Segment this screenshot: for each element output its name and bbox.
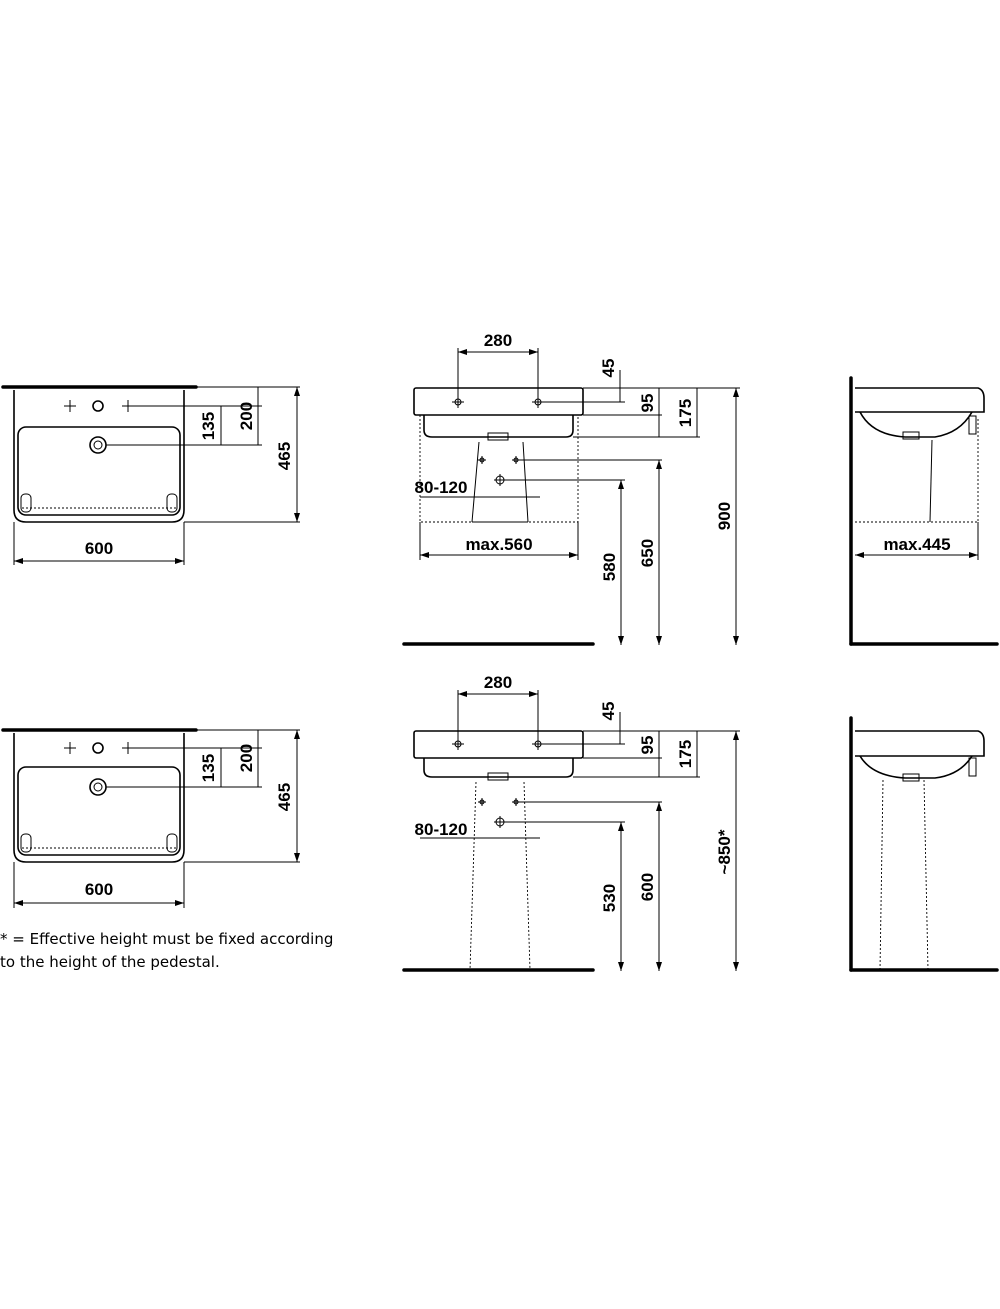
dim-tap-spacing-top: 280: [483, 331, 513, 350]
dim-580: 580: [600, 552, 619, 582]
dim-600-height: 600: [638, 872, 657, 902]
dim-95-bottom: 95: [638, 735, 657, 755]
dim-900: 900: [715, 501, 734, 531]
dim-850: ~850*: [715, 829, 734, 875]
dim-fixing-top: 80-120: [414, 478, 468, 497]
dim-530: 530: [600, 883, 619, 913]
dim-200-bottom: 200: [237, 743, 256, 773]
dim-650: 650: [638, 538, 657, 568]
dim-width-600-bottom: 600: [84, 880, 114, 899]
arrow-heads: [14, 349, 978, 971]
dim-135-top: 135: [199, 411, 218, 441]
dim-max-width-top: max.560: [465, 535, 533, 554]
footnote: [0, 928, 360, 974]
dim-95-top: 95: [638, 393, 657, 413]
footnote-line-2: to the height of the pedestal.: [0, 953, 220, 971]
dim-135-bottom: 135: [199, 753, 218, 783]
dim-depth-465-bottom: 465: [275, 782, 294, 812]
dim-fixing-bottom: 80-120: [414, 820, 468, 839]
dim-200-top: 200: [237, 401, 256, 431]
side-view-bottom: [851, 718, 997, 970]
side-view-top: [851, 378, 997, 644]
dim-width-600-top: 600: [84, 539, 114, 558]
dim-175-top: 175: [676, 398, 695, 428]
dim-45-top: 45: [599, 358, 618, 378]
dim-tap-spacing-bottom: 280: [483, 673, 513, 692]
dim-depth-465-top: 465: [275, 441, 294, 471]
dim-max-depth: max.445: [883, 535, 951, 554]
dim-45-bottom: 45: [599, 701, 618, 721]
dim-175-bottom: 175: [676, 739, 695, 769]
footnote-line-1: * = Effective height must be fixed according: [0, 930, 334, 948]
